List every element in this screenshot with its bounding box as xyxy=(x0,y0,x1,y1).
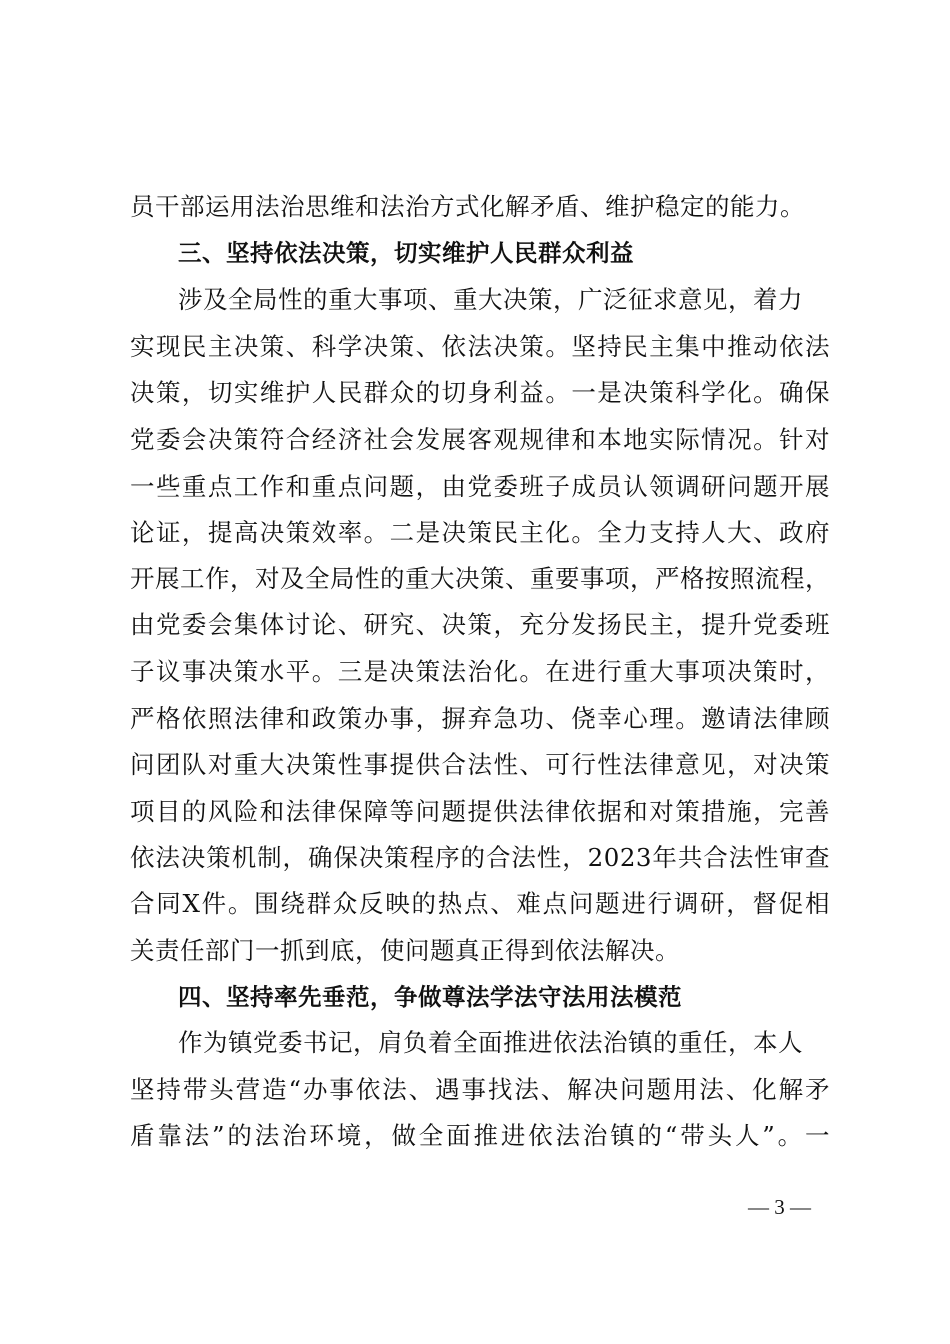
paragraph-line: 项目的风险和法律保障等问题提供法律依据和对策措施，完善 xyxy=(130,797,830,826)
paragraph-line: 一些重点工作和重点问题，由党委班子成员认领调研问题开展 xyxy=(130,472,830,501)
paragraph-line: 由党委会集体讨论、研究、决策，充分发扬民主，提升党委班 xyxy=(130,610,830,639)
page-number: — 3 — xyxy=(748,1195,811,1219)
paragraph-line: 论证，提高决策效率。二是决策民主化。全力支持人大、政府 xyxy=(130,518,830,547)
paragraph-line: 子议事决策水平。三是决策法治化。在进行重大事项决策时， xyxy=(130,657,830,686)
paragraph-line: 党委会决策符合经济社会发展客观规律和本地实际情况。针对 xyxy=(130,425,830,454)
section-heading-3: 三、坚持依法决策，切实维护人民群众利益 xyxy=(178,239,634,267)
paragraph-line: 合同X件。围绕群众反映的热点、难点问题进行调研，督促相 xyxy=(130,889,830,918)
paragraph-line: 涉及全局性的重大事项、重大决策，广泛征求意见，着力 xyxy=(178,285,803,314)
paragraph-line: 严格依照法律和政策办事，摒弃急功、侥幸心理。邀请法律顾 xyxy=(130,704,830,733)
paragraph-line: 坚持带头营造“办事依法、遇事找法、解决问题用法、化解矛 xyxy=(130,1075,830,1104)
paragraph-line: 决策，切实维护人民群众的切身利益。一是决策科学化。确保 xyxy=(130,378,830,407)
paragraph-line: 员干部运用法治思维和法治方式化解矛盾、维护稳定的能力。 xyxy=(130,192,805,221)
paragraph-line: 依法决策机制，确保决策程序的合法性，2023年共合法性审查 xyxy=(130,843,830,872)
paragraph-line: 盾靠法”的法治环境，做全面推进依法治镇的“带头人”。一 xyxy=(130,1121,830,1150)
paragraph-line: 问团队对重大决策性事提供合法性、可行性法律意见，对决策 xyxy=(130,750,830,779)
paragraph-line: 作为镇党委书记，肩负着全面推进依法治镇的重任，本人 xyxy=(178,1028,803,1057)
paragraph-line: 关责任部门一抓到底，使问题真正得到依法解决。 xyxy=(130,936,680,965)
section-heading-4: 四、坚持率先垂范，争做尊法学法守法用法模范 xyxy=(178,983,682,1011)
paragraph-line: 开展工作，对及全局性的重大决策、重要事项，严格按照流程， xyxy=(130,564,830,593)
paragraph-line: 实现民主决策、科学决策、依法决策。坚持民主集中推动依法 xyxy=(130,332,830,361)
